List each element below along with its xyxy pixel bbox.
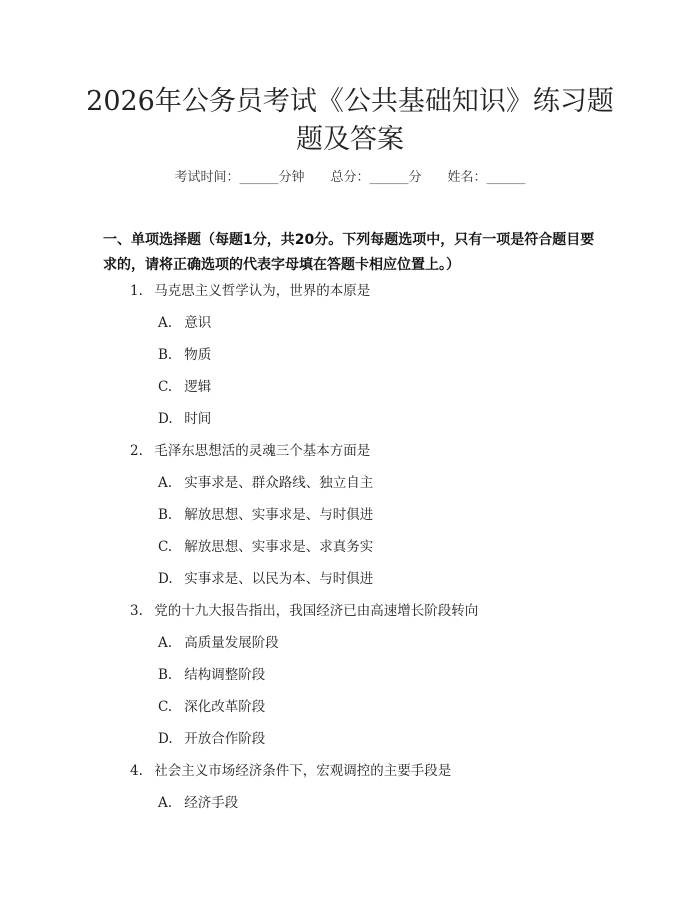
- option-letter: A.: [158, 795, 173, 811]
- question-1-option-b: [158, 345, 211, 365]
- option-text: 高质量发展阶段: [184, 635, 279, 651]
- option-text: 开放合作阶段: [184, 731, 266, 747]
- question-1: [130, 281, 370, 301]
- question-3-option-c: [158, 697, 265, 717]
- option-letter: C.: [158, 379, 173, 395]
- question-4: [130, 761, 451, 781]
- question-2: [130, 441, 370, 461]
- option-letter: C.: [158, 539, 173, 555]
- option-text: 深化改革阶段: [184, 699, 266, 715]
- question-2-option-b: [158, 505, 373, 525]
- option-letter: C.: [158, 699, 173, 715]
- total-score-field: 总分：______分: [330, 170, 422, 185]
- exam-info-line: [0, 168, 700, 188]
- document-title-line-1: 2026年公务员考试《公共基础知识》练习题: [86, 86, 614, 117]
- option-letter: A.: [158, 635, 173, 651]
- option-text: 意识: [184, 315, 212, 331]
- name-field: 姓名：______: [447, 170, 526, 185]
- question-text: 社会主义市场经济条件下，宏观调控的主要手段是: [154, 763, 452, 779]
- option-letter: B.: [158, 667, 173, 683]
- exam-time-field: 考试时间：______分钟: [174, 170, 305, 185]
- question-text: 党的十九大报告指出，我国经济已由高速增长阶段转向: [154, 603, 479, 619]
- option-text: 经济手段: [184, 795, 239, 811]
- question-3-option-d: [158, 729, 265, 749]
- option-text: 物质: [184, 347, 212, 363]
- question-1-option-a: [158, 313, 211, 333]
- option-text: 结构调整阶段: [184, 667, 266, 683]
- option-text: 时间: [184, 411, 212, 427]
- option-letter: D.: [158, 411, 173, 427]
- question-1-option-d: [158, 409, 211, 429]
- option-text: 逻辑: [184, 379, 212, 395]
- question-3-option-a: [158, 633, 279, 653]
- question-2-option-a: [158, 473, 373, 493]
- question-3-option-b: [158, 665, 265, 685]
- question-1-option-c: [158, 377, 211, 397]
- document-title-line-2: 题及答案: [296, 124, 404, 155]
- question-number: 2.: [130, 443, 143, 459]
- question-4-option-a: [158, 793, 238, 813]
- section-heading: 一、单项选择题（每题1分，共20分。下列每题选项中，只有一项是符合题目要求的，请将正确选项的代表字母填在答题卡相应位置上。）: [103, 232, 595, 273]
- option-letter: D.: [158, 571, 173, 587]
- question-number: 3.: [130, 603, 143, 619]
- question-text: 毛泽东思想活的灵魂三个基本方面是: [154, 443, 371, 459]
- option-text: 实事求是、以民为本、与时俱进: [184, 571, 374, 587]
- question-2-option-c: [158, 537, 373, 557]
- question-number: 4.: [130, 763, 143, 779]
- option-letter: B.: [158, 347, 173, 363]
- option-text: 解放思想、实事求是、求真务实: [184, 539, 374, 555]
- question-2-option-d: [158, 569, 373, 589]
- option-letter: B.: [158, 507, 173, 523]
- question-3: [130, 601, 478, 621]
- option-letter: D.: [158, 731, 173, 747]
- question-number: 1.: [130, 283, 143, 299]
- option-letter: A.: [158, 475, 173, 491]
- option-text: 实事求是、群众路线、独立自主: [184, 475, 374, 491]
- option-letter: A.: [158, 315, 173, 331]
- question-text: 马克思主义哲学认为，世界的本原是: [154, 283, 371, 299]
- option-text: 解放思想、实事求是、与时俱进: [184, 507, 374, 523]
